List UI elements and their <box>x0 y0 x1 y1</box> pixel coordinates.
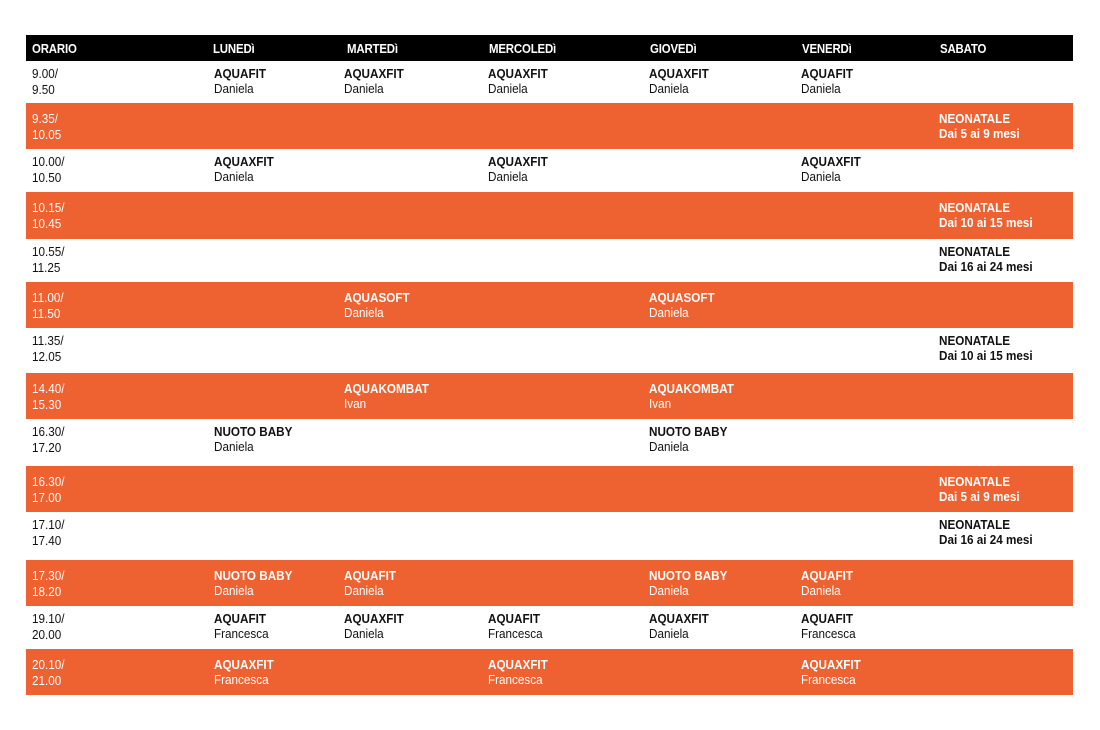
class-cell-gio <box>649 424 727 454</box>
time-slot <box>32 381 65 413</box>
table-row <box>26 192 1073 239</box>
class-subtitle: Dai 16 ai 24 mesi <box>939 259 1033 274</box>
time-end: 18.20 <box>32 584 62 599</box>
class-subtitle: Daniela <box>649 81 689 96</box>
time-slot <box>32 424 65 456</box>
class-title: AQUAFIT <box>344 568 397 583</box>
class-subtitle: Francesca <box>801 672 856 687</box>
time-slot <box>32 517 65 549</box>
class-title: AQUAXFIT <box>649 66 709 81</box>
time-slot <box>32 290 64 322</box>
time-start: 9.00/ <box>32 66 59 81</box>
class-subtitle: Daniela <box>801 81 841 96</box>
class-subtitle: Daniela <box>214 439 254 454</box>
time-slot <box>32 200 65 232</box>
class-cell-sab <box>939 474 1020 504</box>
class-subtitle: Daniela <box>801 169 841 184</box>
class-cell-ven <box>801 611 856 641</box>
class-cell-ven <box>801 66 853 96</box>
time-start: 10.15/ <box>32 200 65 215</box>
class-cell-lun <box>214 66 266 96</box>
table-row <box>26 606 1073 649</box>
class-cell-ven <box>801 154 861 184</box>
time-slot <box>32 657 65 689</box>
class-title: NUOTO BABY <box>649 424 728 439</box>
class-cell-lun <box>214 568 292 598</box>
class-subtitle: Daniela <box>214 583 254 598</box>
time-end: 10.45 <box>32 216 62 231</box>
time-slot <box>32 244 65 276</box>
time-slot <box>32 66 58 98</box>
class-cell-mar <box>344 290 410 320</box>
class-cell-gio <box>649 66 709 96</box>
table-row <box>26 560 1073 606</box>
class-subtitle: Francesca <box>214 626 269 641</box>
time-end: 10.50 <box>32 170 62 185</box>
header-mercoledi: MERCOLEDì <box>489 41 557 56</box>
class-subtitle: Francesca <box>488 626 543 641</box>
class-title: NUOTO BABY <box>649 568 728 583</box>
table-row <box>26 149 1073 192</box>
time-slot <box>32 111 61 143</box>
time-end: 12.05 <box>32 349 62 364</box>
time-start: 20.10/ <box>32 657 65 672</box>
class-subtitle: Daniela <box>344 81 384 96</box>
class-subtitle: Francesca <box>488 672 543 687</box>
time-end: 21.00 <box>32 673 62 688</box>
time-start: 17.30/ <box>32 568 65 583</box>
class-cell-sab <box>939 111 1020 141</box>
class-title: AQUAFIT <box>488 611 541 626</box>
class-cell-mer <box>488 611 543 641</box>
class-title: NUOTO BABY <box>214 568 293 583</box>
class-subtitle: Daniela <box>649 439 689 454</box>
schedule-rows <box>26 61 1073 695</box>
class-cell-lun <box>214 424 292 454</box>
class-subtitle: Daniela <box>344 305 384 320</box>
class-cell-mar <box>344 381 429 411</box>
time-start: 19.10/ <box>32 611 65 626</box>
time-end: 11.50 <box>32 306 61 321</box>
class-subtitle: Dai 10 ai 15 mesi <box>939 348 1033 363</box>
class-title: AQUAKOMBAT <box>649 381 734 396</box>
class-title: AQUAXFIT <box>344 611 404 626</box>
class-title: NEONATALE <box>939 111 1011 126</box>
class-title: AQUAXFIT <box>488 66 548 81</box>
time-end: 10.05 <box>32 127 62 142</box>
class-subtitle: Dai 5 ai 9 mesi <box>939 126 1020 141</box>
time-slot <box>32 568 65 600</box>
header-lunedi: LUNEDì <box>213 41 255 56</box>
table-row <box>26 239 1073 282</box>
class-cell-sab <box>939 517 1033 547</box>
class-cell-lun <box>214 657 274 687</box>
time-start: 10.55/ <box>32 244 65 259</box>
class-title: AQUAKOMBAT <box>344 381 429 396</box>
table-row <box>26 103 1073 149</box>
time-end: 20.00 <box>32 627 62 642</box>
class-title: NEONATALE <box>939 517 1011 532</box>
class-title: AQUAXFIT <box>801 657 861 672</box>
class-cell-mar <box>344 611 404 641</box>
class-subtitle: Daniela <box>344 583 384 598</box>
class-title: AQUAFIT <box>214 66 267 81</box>
class-subtitle: Dai 16 ai 24 mesi <box>939 532 1033 547</box>
class-cell-gio <box>649 381 734 411</box>
time-start: 11.35/ <box>32 333 64 348</box>
class-title: AQUASOFT <box>344 290 410 305</box>
header-giovedi: GIOVEDì <box>650 41 697 56</box>
class-subtitle: Daniela <box>488 81 528 96</box>
table-row <box>26 282 1073 328</box>
class-subtitle: Daniela <box>488 169 528 184</box>
class-title: AQUAFIT <box>801 568 854 583</box>
class-cell-mer <box>488 154 548 184</box>
class-cell-gio <box>649 611 709 641</box>
class-title: AQUAXFIT <box>488 657 548 672</box>
class-cell-mar <box>344 66 404 96</box>
time-start: 17.10/ <box>32 517 65 532</box>
class-title: AQUAXFIT <box>214 154 274 169</box>
class-title: AQUAFIT <box>801 66 854 81</box>
class-title: AQUAFIT <box>214 611 267 626</box>
time-end: 11.25 <box>32 260 61 275</box>
class-cell-sab <box>939 244 1033 274</box>
class-cell-sab <box>939 200 1033 230</box>
schedule-table <box>26 35 1073 695</box>
table-row <box>26 512 1073 560</box>
class-cell-gio <box>649 290 715 320</box>
class-subtitle: Daniela <box>649 583 689 598</box>
table-row <box>26 373 1073 419</box>
class-subtitle: Francesca <box>801 626 856 641</box>
class-title: AQUAXFIT <box>801 154 861 169</box>
class-subtitle: Daniela <box>649 626 689 641</box>
class-title: NEONATALE <box>939 200 1011 215</box>
class-cell-mer <box>488 66 548 96</box>
time-end: 9.50 <box>32 82 55 97</box>
class-subtitle: Ivan <box>344 396 367 411</box>
time-end: 15.30 <box>32 397 62 412</box>
time-start: 11.00/ <box>32 290 64 305</box>
class-title: NEONATALE <box>939 474 1011 489</box>
class-title: AQUASOFT <box>649 290 715 305</box>
time-slot <box>32 611 65 643</box>
time-end: 17.40 <box>32 533 62 548</box>
header-sabato: SABATO <box>940 41 987 56</box>
class-cell-ven <box>801 657 861 687</box>
class-cell-lun <box>214 611 269 641</box>
class-cell-ven <box>801 568 853 598</box>
class-cell-lun <box>214 154 274 184</box>
time-end: 17.00 <box>32 490 62 505</box>
class-title: NUOTO BABY <box>214 424 293 439</box>
class-cell-mer <box>488 657 548 687</box>
class-subtitle: Daniela <box>344 626 384 641</box>
time-start: 10.00/ <box>32 154 65 169</box>
class-title: NEONATALE <box>939 333 1011 348</box>
class-subtitle: Dai 10 ai 15 mesi <box>939 215 1033 230</box>
table-row <box>26 649 1073 695</box>
class-cell-sab <box>939 333 1033 363</box>
class-title: AQUAXFIT <box>488 154 548 169</box>
time-slot <box>32 333 64 365</box>
time-start: 16.30/ <box>32 424 65 439</box>
class-subtitle: Francesca <box>214 672 269 687</box>
table-row <box>26 466 1073 512</box>
class-title: AQUAXFIT <box>214 657 274 672</box>
class-subtitle: Daniela <box>649 305 689 320</box>
class-subtitle: Daniela <box>214 81 254 96</box>
class-title: AQUAFIT <box>801 611 854 626</box>
class-subtitle: Ivan <box>649 396 672 411</box>
table-row <box>26 61 1073 103</box>
class-title: AQUAXFIT <box>344 66 404 81</box>
header-martedi: MARTEDì <box>347 41 398 56</box>
header-venerdi: VENERDì <box>802 41 852 56</box>
time-slot <box>32 154 65 186</box>
class-subtitle: Daniela <box>214 169 254 184</box>
class-cell-gio <box>649 568 727 598</box>
time-end: 17.20 <box>32 440 62 455</box>
header-orario: ORARIO <box>32 41 77 56</box>
table-row <box>26 419 1073 466</box>
class-cell-mar <box>344 568 396 598</box>
class-title: AQUAXFIT <box>649 611 709 626</box>
time-start: 16.30/ <box>32 474 65 489</box>
time-start: 14.40/ <box>32 381 65 396</box>
time-slot <box>32 474 65 506</box>
table-row <box>26 328 1073 373</box>
class-subtitle: Daniela <box>801 583 841 598</box>
class-subtitle: Dai 5 ai 9 mesi <box>939 489 1020 504</box>
time-start: 9.35/ <box>32 111 59 126</box>
header-row <box>26 35 1073 61</box>
class-title: NEONATALE <box>939 244 1011 259</box>
